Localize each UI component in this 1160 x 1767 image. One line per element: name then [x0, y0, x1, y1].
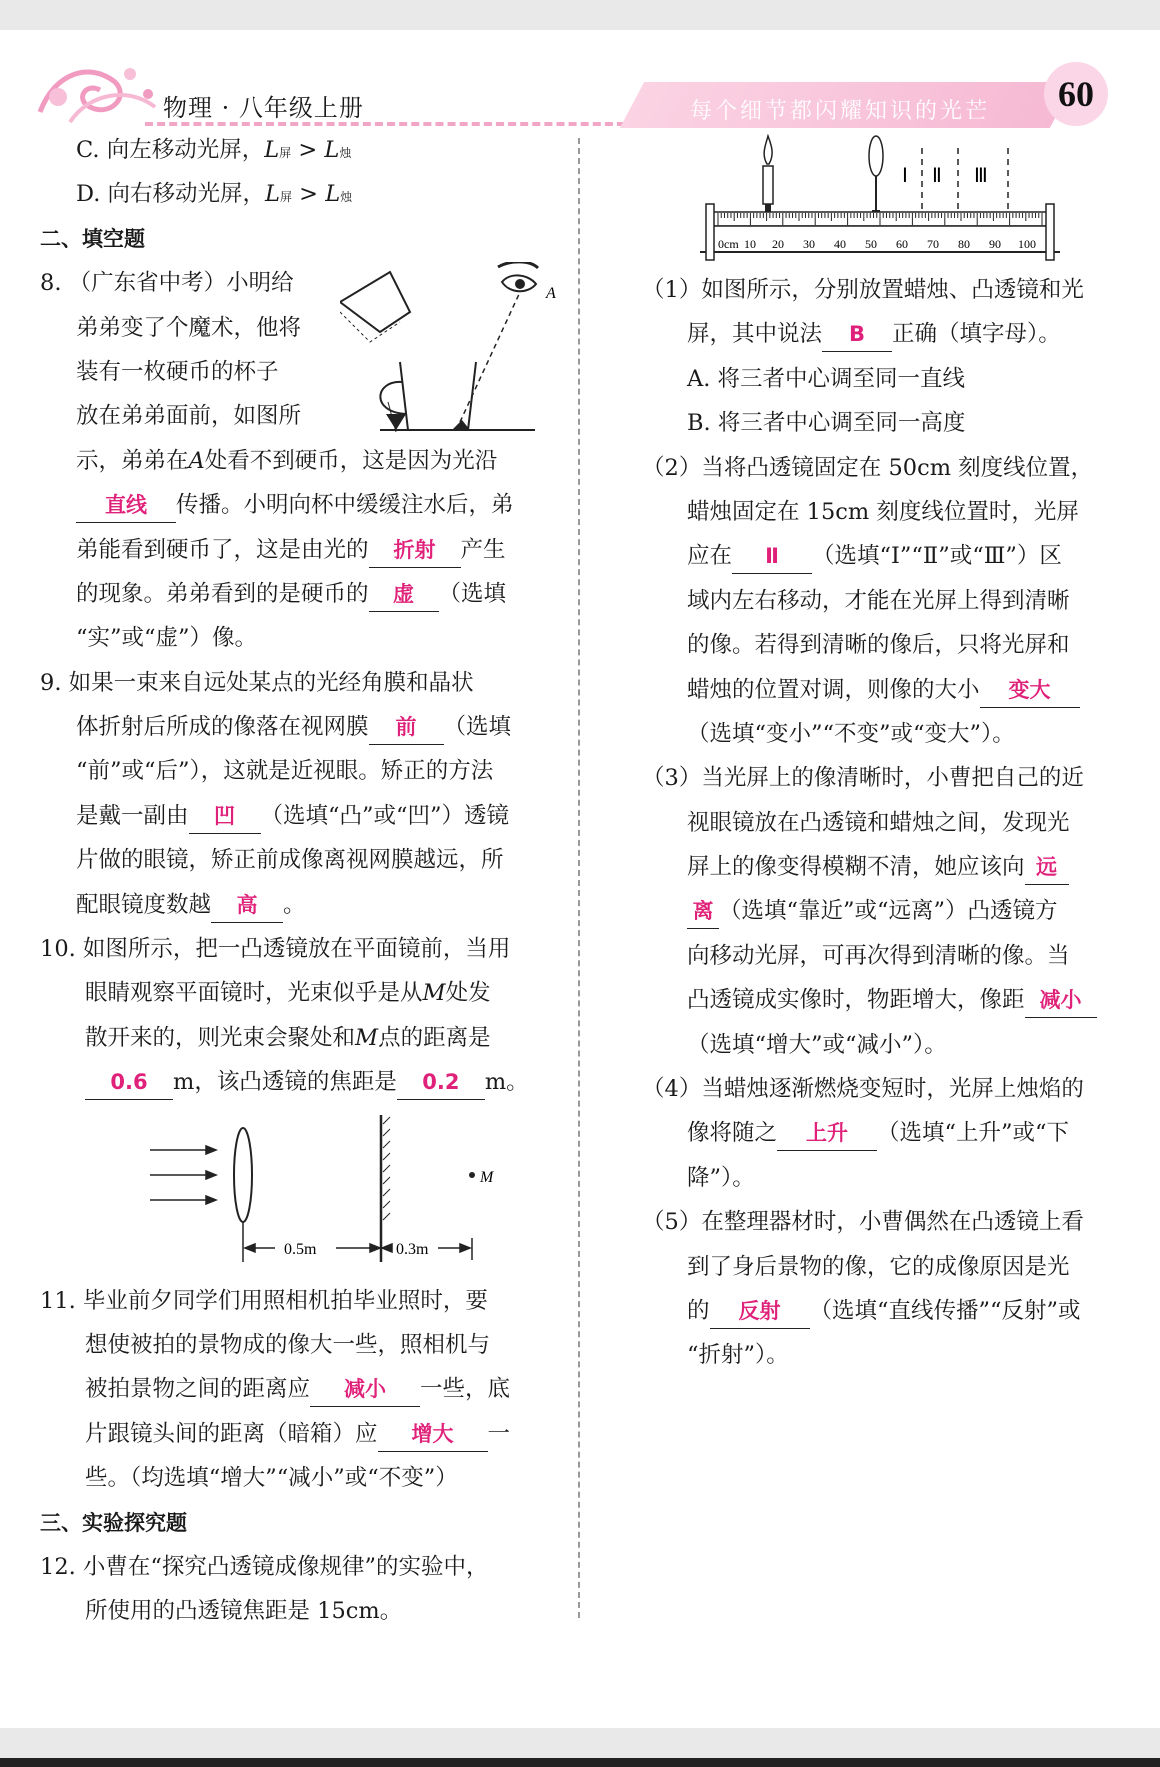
tick-label: 0cm [718, 237, 739, 251]
p4-line2: 像将随之 上升 （选填“上升”或“下 [642, 1111, 1124, 1155]
section-experiment-title: 三、实验探究题 [40, 1510, 187, 1535]
p2-line3: 应在 Ⅱ （选填“Ⅰ”“Ⅱ”或“Ⅲ”）区 [642, 534, 1124, 578]
p3-line5: 向移动光屏，可再次得到清晰的像。当 [687, 942, 1070, 969]
answer-blank: 凹 [189, 799, 261, 834]
q11-line5: 些。（均选填“增大”“减小”或“不变”） [85, 1465, 458, 1492]
eye-icon [498, 262, 538, 291]
distance-label-lens-mirror: 0.5m [284, 1241, 317, 1258]
p2-line7: （选填“变小”“不变”或“变大”）。 [687, 720, 1015, 747]
p2-line2: 蜡烛固定在 15cm 刻度线位置时，光屏 [687, 498, 1079, 525]
answer-blank: 高 [211, 888, 283, 923]
point-m-label: M [480, 1169, 494, 1186]
page-number: 60 [1044, 62, 1108, 126]
answer-blank: 远 [1025, 850, 1069, 885]
option-c: C. 向左移动光屏，L屏 > L烛 [76, 137, 352, 163]
book-title: 物理 · 八年级上册 [163, 94, 364, 122]
q8-cup-coin-figure [340, 262, 570, 432]
q9-line4: 是戴一副由 凹 （选填“凸”或“凹”）透镜 [40, 794, 562, 838]
answer-blank: 0.6 [85, 1065, 173, 1100]
tick-label: 10 [744, 237, 756, 251]
tick-label: 70 [927, 237, 939, 251]
q10-line1: 10. 如图所示，把一凸透镜放在平面镜前，当用 [40, 936, 511, 963]
tick-label: 80 [958, 237, 970, 251]
answer-blank: 反射 [710, 1294, 810, 1329]
p2-line1: （2）当将凸透镜固定在 50cm 刻度线位置， [642, 454, 1094, 481]
tick-label: 90 [989, 237, 1001, 251]
answer-blank: 0.2 [397, 1065, 485, 1100]
flower-ornament-icon [30, 52, 170, 132]
q9-line5: 片做的眼镜，矫正前成像离视网膜越远，所 [76, 847, 504, 874]
header-dash-line [145, 122, 625, 126]
point-a-label: A [546, 285, 556, 302]
q10-line3: 散开来的，则光束会聚处和M点的距离是 [85, 1024, 491, 1051]
answer-blank: 离 [687, 894, 719, 929]
answer-blank: 减小 [310, 1372, 420, 1407]
answer-blank: Ⅱ [732, 539, 812, 574]
q10-line2: 眼睛观察平面镜时，光束似乎是从M处发 [85, 980, 491, 1007]
p3-line3: 屏上的像变得模糊不清，她应该向 远 [642, 845, 1124, 889]
region-2-label: Ⅱ [932, 165, 942, 187]
p4-line3: 降”）。 [687, 1164, 755, 1191]
answer-blank: B [822, 317, 892, 352]
p1-option-b: B. 将三者中心调至同一高度 [687, 410, 966, 437]
tick-label: 60 [896, 237, 908, 251]
answer-blank: 减小 [1025, 983, 1097, 1018]
tick-label: 30 [803, 237, 815, 251]
q8-line8: 的现象。弟弟看到的是硬币的 虚 （选填 [40, 572, 562, 616]
p2-line5: 的像。若得到清晰的像后，只将光屏和 [687, 632, 1070, 659]
page-header [0, 52, 1160, 132]
p5-line2: 到了身后景物的像，它的成像原因是光 [687, 1253, 1070, 1280]
p2-line6: 蜡烛的位置对调，则像的大小 变大 [642, 668, 1124, 712]
answer-blank: 变大 [980, 673, 1080, 708]
answer-blank: 虚 [369, 577, 439, 612]
p1-line1: （1）如图所示，分别放置蜡烛、凸透镜和光 [642, 277, 1084, 303]
q12-line1: 12. 小曹在“探究凸透镜成像规律”的实验中， [40, 1553, 489, 1580]
answer-blank: 直线 [76, 488, 176, 523]
q8-line6: 直线 传播。小明向杯中缓缓注水后，弟 [40, 483, 562, 527]
p3-line6: 凸透镜成实像时，物距增大，像距 减小 [642, 978, 1124, 1022]
right-column [642, 140, 1124, 1378]
q8-line1: 8. （广东省中考）小明给 [40, 270, 294, 297]
p3-line2: 视眼镜放在凸透镜和蜡烛之间，发现光 [687, 809, 1070, 836]
q12-line2: 所使用的凸透镜焦距是 15cm。 [85, 1598, 403, 1625]
p5-line4: “折射”）。 [687, 1342, 789, 1369]
q8-line7: 弟能看到硬币了，这是由光的 折射 产生 [40, 528, 562, 572]
bottom-bar [0, 1728, 1160, 1767]
answer-blank: 前 [369, 710, 444, 745]
p5-line1: （5）在整理器材时，小曹偶然在凸透镜上看 [642, 1209, 1084, 1236]
q10-lens-mirror-figure [140, 1110, 520, 1262]
section-fill-in-title: 二、填空题 [40, 226, 145, 251]
q8-line4: 放在弟弟面前，如图所 [76, 403, 302, 430]
q9-line1: 9. 如果一束来自远处某点的光经角膜和晶状 [40, 669, 474, 696]
p3-line1: （3）当光屏上的像清晰时，小曹把自己的近 [642, 765, 1084, 792]
p4-line1: （4）当蜡烛逐渐燃烧变短时，光屏上烛焰的 [642, 1076, 1084, 1103]
answer-blank: 折射 [369, 533, 461, 568]
q11-line2: 想使被拍的景物成的像大一些，照相机与 [85, 1331, 491, 1358]
q9-line3: “前”或“后”），这就是近视眼。矫正的方法 [76, 758, 494, 785]
p3-line4: 离 （选填“靠近”或“远离”）凸透镜方 [642, 889, 1124, 933]
column-divider [578, 138, 580, 1618]
tick-label: 40 [834, 237, 846, 251]
p1-option-a: A. 将三者中心调至同一直线 [687, 365, 966, 392]
tick-label: 100 [1018, 237, 1036, 251]
q11-line1: 11. 毕业前夕同学们用照相机拍毕业照时，要 [40, 1287, 488, 1314]
q8-line9: “实”或“虚”）像。 [76, 625, 258, 652]
top-gray-bar [0, 0, 1160, 30]
header-slogan: 每个细节都闪耀知识的光芒 [690, 99, 991, 124]
p3-line7: （选填“增大”或“减小”）。 [687, 1031, 947, 1058]
option-d: D. 向右移动光屏，L屏 > L烛 [76, 181, 353, 208]
bench-figure-space [642, 140, 1124, 268]
region-1-label: Ⅰ [902, 165, 908, 187]
convex-lens [234, 1128, 252, 1222]
q8-line2: 弟弟变了个魔术，他将 [76, 314, 302, 341]
q11-line3: 被拍景物之间的距离应 减小 一些，底 [40, 1367, 562, 1411]
q10-line4: 0.6 m，该凸透镜的焦距是 0.2 m。 [40, 1060, 562, 1104]
q11-line4: 片跟镜头间的距离（暗箱）应 增大 一 [40, 1412, 562, 1456]
p5-line3: 的 反射 （选填“直线传播”“反射”或 [642, 1289, 1124, 1333]
q8-line3: 装有一枚硬币的杯子 [76, 358, 279, 385]
p2-line4: 域内左右移动，才能在光屏上得到清晰 [687, 587, 1070, 614]
q9-line6: 配眼镜度数越 高 。 [40, 883, 562, 927]
distance-label-mirror-m: 0.3m [396, 1241, 429, 1258]
p1-line2: 屏，其中说法 B 正确（填字母）。 [642, 312, 1124, 356]
answer-blank: 上升 [777, 1116, 877, 1151]
region-3-label: Ⅲ [974, 165, 988, 187]
tick-label: 20 [772, 237, 784, 251]
q8-line5: 示，弟弟在A处看不到硬币，这是因为光沿 [76, 447, 498, 474]
answer-blank: 增大 [378, 1417, 488, 1452]
tick-label: 50 [865, 237, 877, 251]
q9-line2: 体折射后所成的像落在视网膜 前 （选填 [40, 705, 562, 749]
